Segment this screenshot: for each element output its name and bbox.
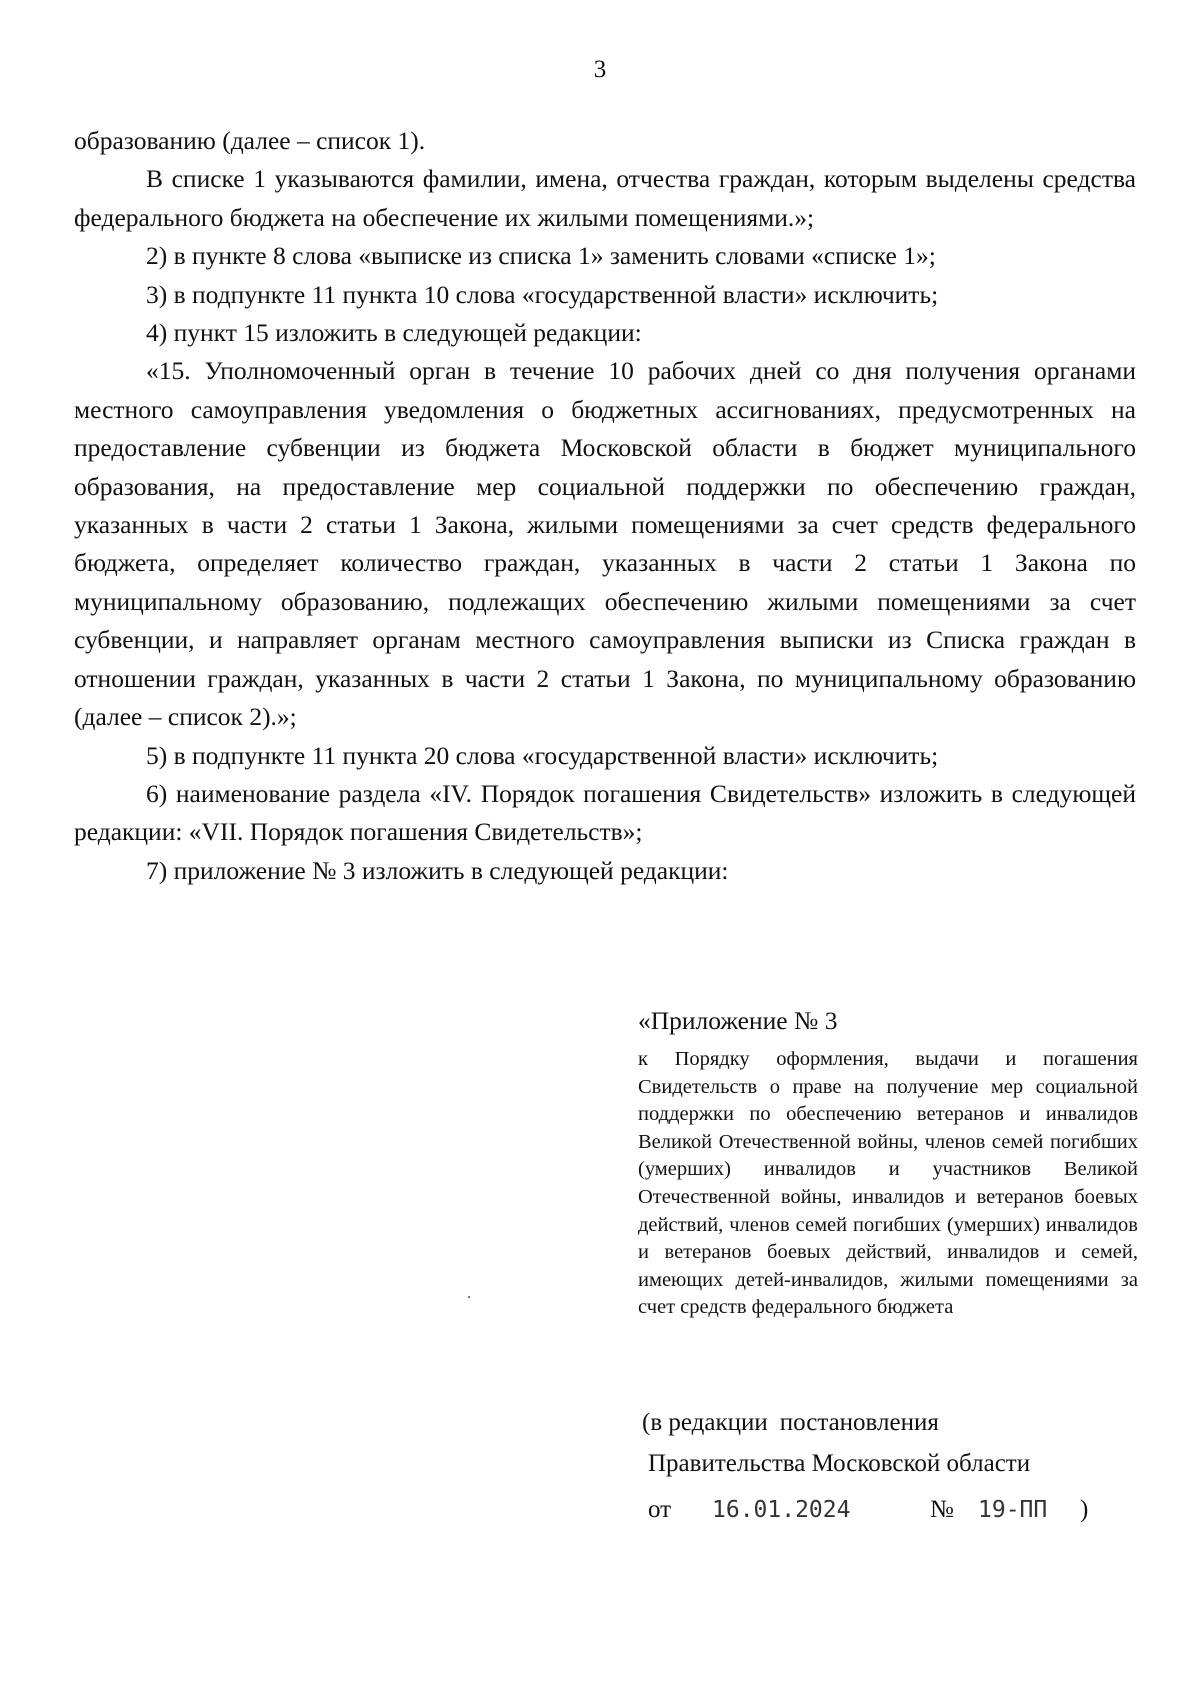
revision-decree-word: постановления — [779, 1409, 939, 1436]
revision-line-3 — [648, 1494, 1088, 1526]
paragraph-2: В списке 1 указываются фамилии, имена, отчества граждан, которым выделены средства федерального бюджета на обеспечение их жилыми помещениями.»; — [74, 164, 1136, 232]
revision-line-1 — [642, 1407, 939, 1439]
appendix-description: к Порядку оформления, выдачи и погашения Свидетельств о праве на получение мер социальной поддержки по обеспечению ветеранов и инвалидов Великой Отечественной войны, членов семей погибших (умерших) инвалидов и участников Великой Отечественной войны, инвалидов и ветеранов боевых действий, членов семей погибших (умерших) инвалидов и ветеранов боевых действий, инвалидов и семей, имеющих детей-инвалидов, жилыми помещениями за счет средств федерального бюджета — [638, 1048, 1138, 1319]
page-number: 3 — [593, 56, 607, 83]
decree-date: 16.01.2024 — [712, 1497, 851, 1523]
appendix-title: «Приложение № 3 — [638, 1006, 838, 1035]
paragraph-3: 2) в пункте 8 слова «выписке из списка 1» заменить словами «списке 1»; — [146, 241, 936, 271]
paragraph-6: «15. Уполномоченный орган в течение 10 рабочих дней со дня получения органами местного самоуправления уведомления о бюджетных ассигнованиях, предусмотренных на предоставление субвенции из бюджета Московской области в бюджет муниципального образования, на предоставление мер социальной поддержки по обеспечению граждан, указанных в части 2 статьи 1 Закона, жилыми помещениями за счет средств федерального бюджета, определяет количество граждан, указанных в части 2 статьи 1 Закона по муниципальному образованию, подлежащих обеспечению жилыми помещениями за счет субвенции, и направляет органам местного самоуправления выписки из Списка граждан в отношении граждан, указанных в части 2 статьи 1 Закона, по муниципальному образованию (далее – список 2).»; — [74, 356, 1136, 732]
decree-number: 19-ПП — [978, 1497, 1048, 1523]
revision-line-2: Правительства Московской области — [648, 1450, 1031, 1477]
revision-prefix: (в редакции — [642, 1409, 768, 1436]
paragraph-9: 7) приложение № 3 изложить в следующей редакции: — [146, 855, 729, 885]
paragraph-1: образованию (далее – список 1). — [74, 126, 426, 155]
closing-parenthesis: ) — [1080, 1496, 1089, 1523]
paragraph-7: 5) в подпункте 11 пункта 20 слова «государственной власти» исключить; — [146, 740, 939, 770]
scan-speck — [468, 1296, 470, 1298]
number-label: № — [930, 1496, 954, 1523]
paragraph-4: 3) в подпункте 11 пункта 10 слова «государственной власти» исключить; — [146, 279, 939, 309]
document-body — [74, 122, 1136, 890]
paragraph-5: 4) пункт 15 изложить в следующей редакции: — [146, 318, 642, 348]
from-label: от — [648, 1496, 672, 1523]
paragraph-8: 6) наименование раздела «IV. Порядок погашения Свидетельств» изложить в следующей редакции: «VII. Порядок погашения Свидетельств»; — [74, 778, 1136, 847]
